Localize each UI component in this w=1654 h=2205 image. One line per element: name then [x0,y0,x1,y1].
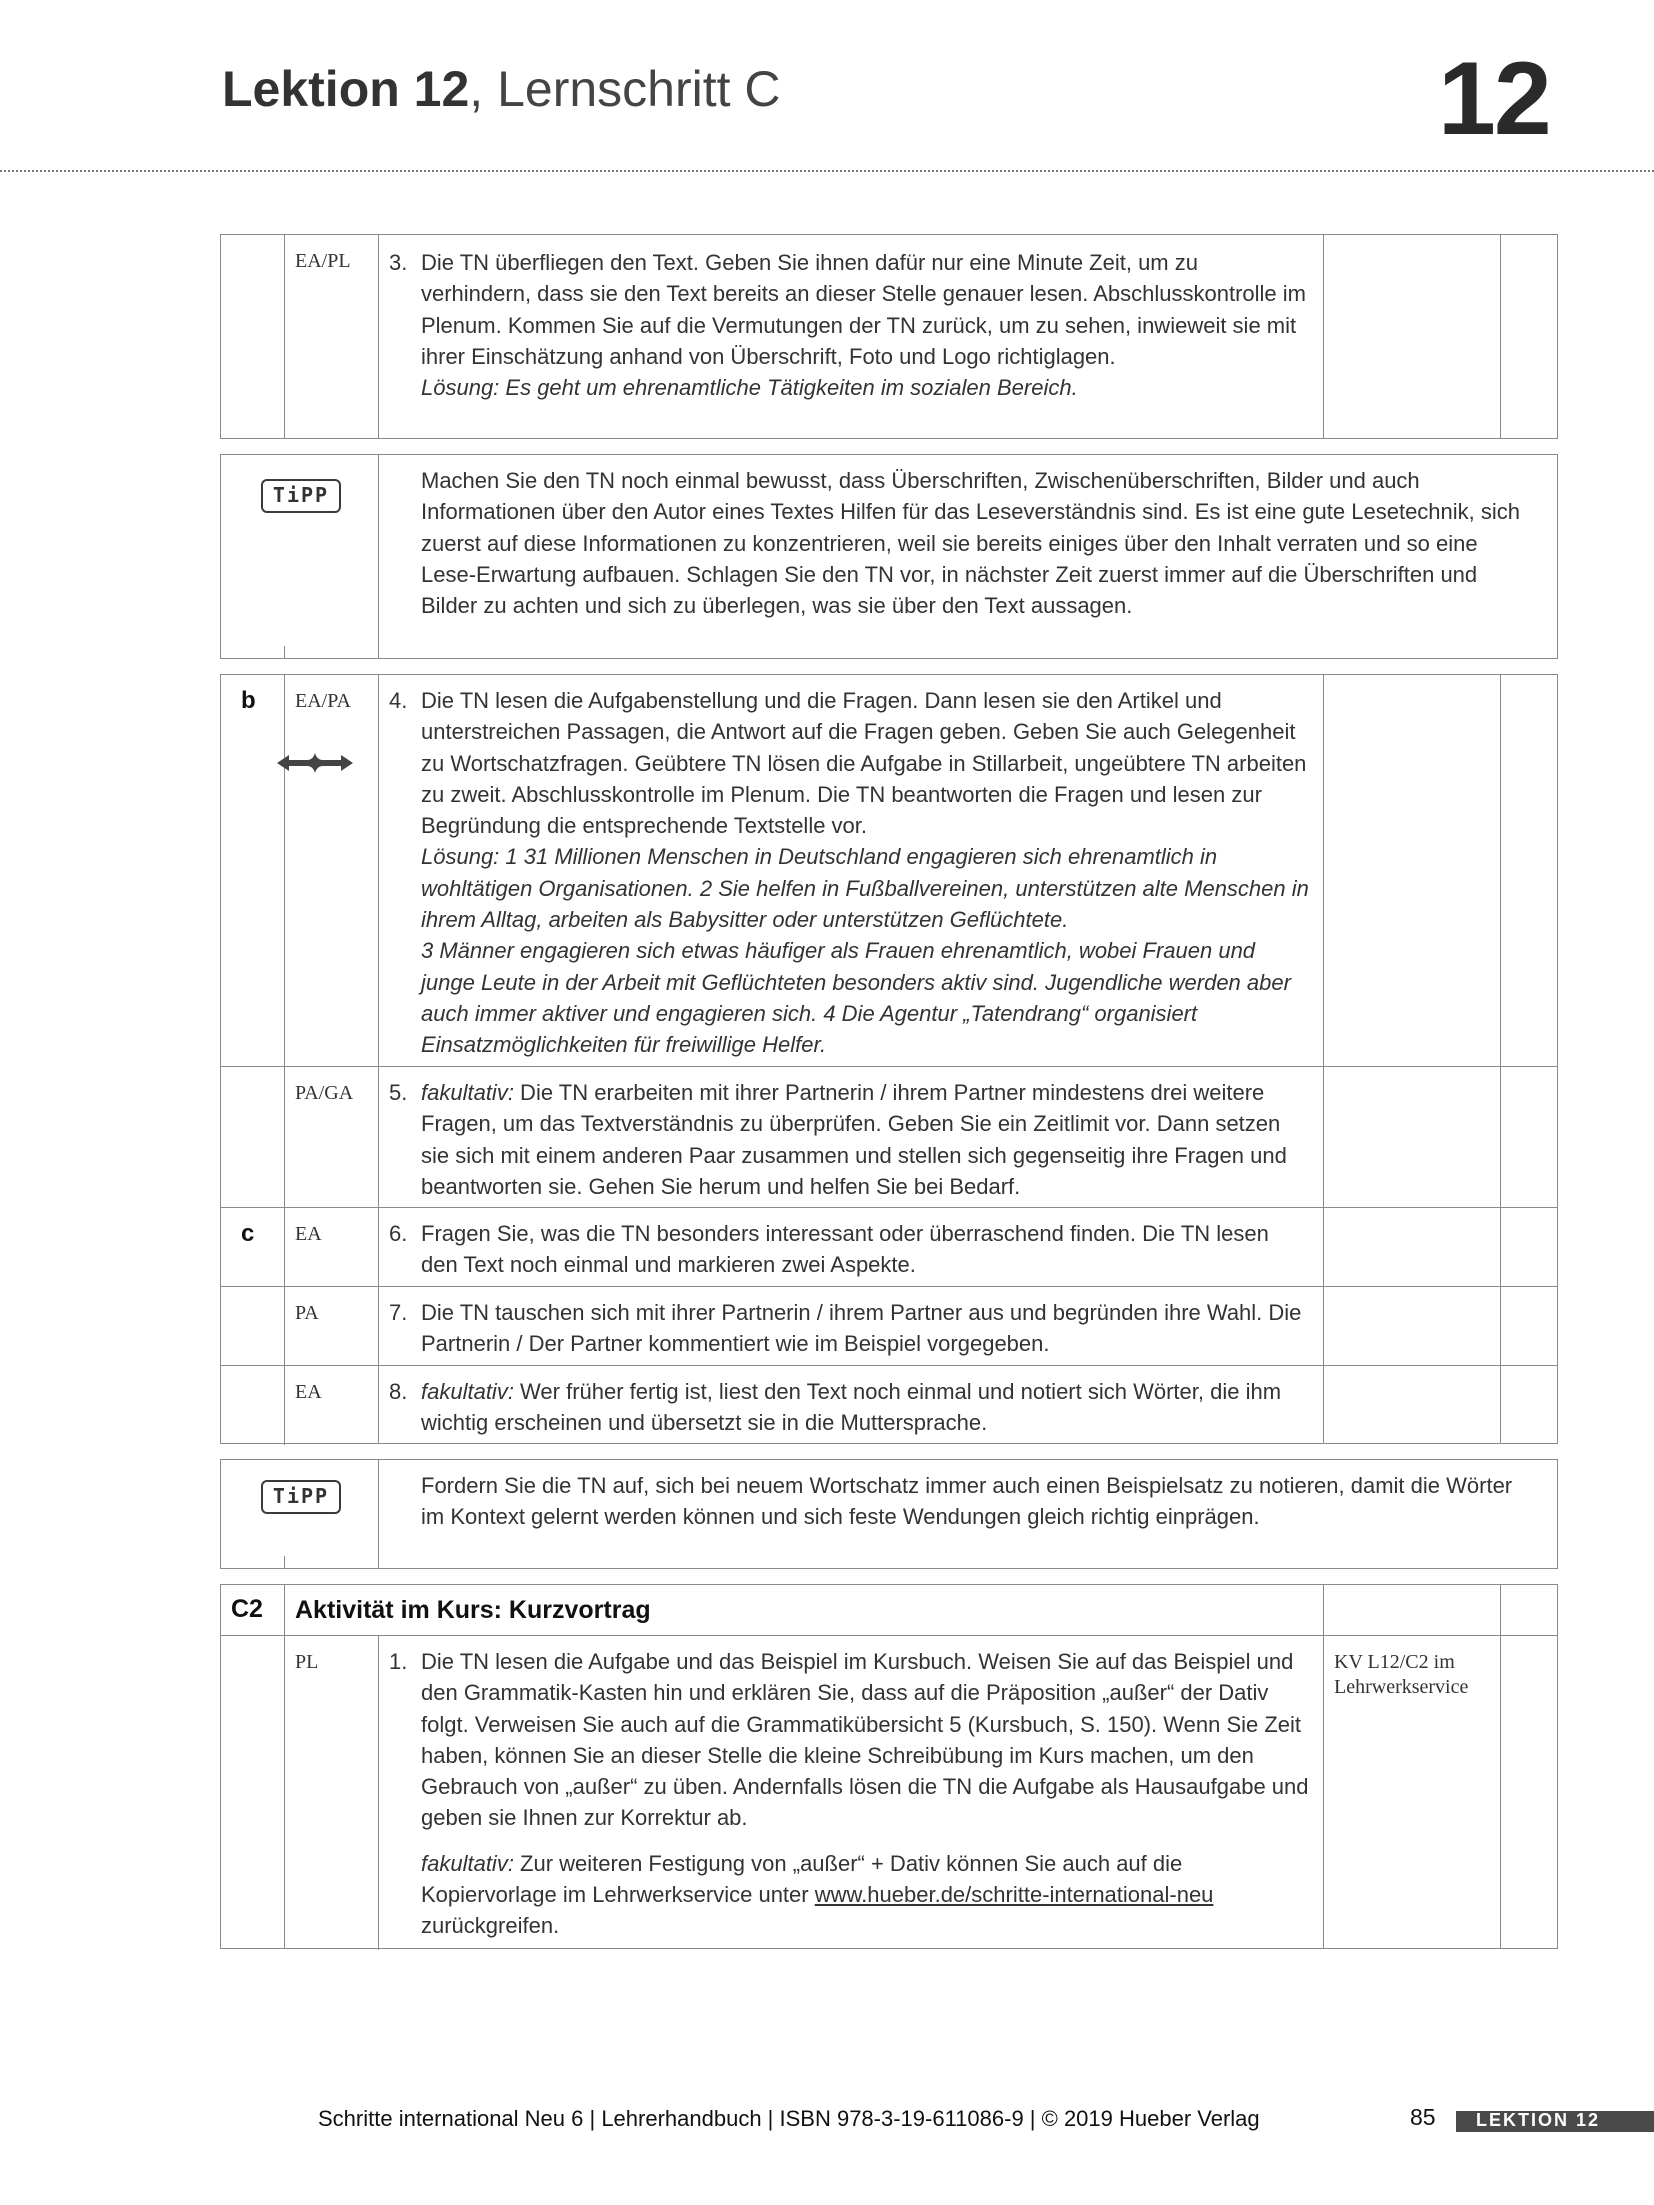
social-form: EA/PL [295,250,351,272]
page-title: Lektion 12, Lernschritt C [222,61,781,117]
table-row [221,1286,1557,1365]
step-number: 5. [389,1080,408,1105]
step-number: 1. [389,1649,408,1674]
step-number: 6. [389,1221,408,1246]
step-text: fakultativ: Die TN erarbeiten mit ihrer Partnerin / ihrem Partner mindestens drei weitere Fragen, um das Textverständnis zu überprüfen. Geben Sie ein Zeitlimit vor. Dann setzen sie sich mit einem anderen Paar zusammen und stellen sich gegenseitig ihre Fragen und beantworten sie. Gehen Sie herum und helfen Sie bei Bedarf. [421,1080,1287,1199]
table-row [221,1066,1557,1207]
solution-text: 3 Männer engagieren sich etwas häufiger als Frauen ehrenamtlich, wobei Frauen und junge Leute in der Arbeit mit Geflüchteten besonders aktiv sind. Jugendliche werden aber auch immer aktiver und engagieren sich. 4 Die Agentur „Tatendrang“ organisiert Einsatzmöglichkeiten für freiwillige Helfer. [421,938,1291,1058]
table-row [221,1365,1557,1445]
step-text: Die TN überfliegen den Text. Geben Sie ihnen dafür nur eine Minute Zeit, um zu verhindern, dass sie den Text bereits an dieser Stelle genauer lesen. Abschlusskontrolle im Plenum. Kommen Sie auf die Vermutungen der TN zurück, um zu sehen, inwieweit sie mit ihrer Einschätzung anhand von Überschrift, Foto und Logo richtiglagen. Lösung: Es geht um ehrenamtliche Tätigkeiten im sozialen Bereich. [421,250,1306,401]
social-form: EA [295,1223,322,1245]
footer-citation: Schritte international Neu 6 | Lehrerhandbuch | ISBN 978-3-19-611086-9 | © 2019 Hueber Verlag [318,2106,1260,2131]
exercise-letter: c [241,1220,255,1247]
step-number: 3. [389,250,408,275]
tipp-text: Fordern Sie die TN auf, sich bei neuem Wortschatz immer auch einen Beispielsatz zu notieren, damit die Wörter im Kontext gelernt werden können und sich feste Wendungen gleich richtig einprägen. [421,1473,1513,1530]
tipp-box-2 [220,1459,1558,1569]
tipp-text: Machen Sie den TN noch einmal bewusst, dass Überschriften, Zwischenüberschriften, Bilder und auch Informationen über den Autor eines Textes Hilfen für das Leseverständnis sind. Es ist eine gute Lesetechnik, sich zuerst auf diese Informationen zu konzentrieren, weil sie bereits einiges über den Inhalt verraten und so eine Lese-Erwartung aufbauen. Schlagen Sie den TN vor, in nächster Zeit zuerst immer auf die Überschriften und Bilder zu achten und sich zu überlegen, was sie über den Text aussagen. [421,468,1521,619]
page-number: 85 [1410,2104,1436,2130]
table-row [221,1635,1557,1950]
solution-text: Lösung: 1 31 Millionen Menschen in Deutschland engagieren sich ehrenamtlich in wohltätigen Organisationen. 2 Sie helfen in Fußballvereinen, unterstützen alte Menschen in ihrem Alltag, arbeiten als Babysitter oder unterstützen Geflüchtete. [421,844,1309,933]
material-note: KV L12/C2 im Lehrwerkservice [1334,1651,1469,1698]
social-form: PA/GA [295,1082,354,1104]
table-row [221,675,1557,1066]
step-text: Die TN lesen die Aufgabe und das Beispiel im Kursbuch. Weisen Sie auf das Beispiel und den Grammatik-Kasten hin und erklären Sie, dass auf die Präposition „außer“ der Dativ folgt. Verweisen Sie auch auf die Grammatikübersicht 5 (Kursbuch, S. 150). Wenn Sie Zeit haben, können Sie an dieser Stelle die kleine Schreibübung im Kurs machen, um den Gebrauch von „außer“ zu üben. Andernfalls lösen die TN die Aufgabe als Hausaufgabe und geben sie Ihnen zur Korrektur ab. fakultativ: Zur weiteren Festigung von „außer“ + Dativ können Sie auch auf die Kopiervorlage im Lehrwerkservice unter www.hueber.de/schritte-international-neu zurückgreifen. [421,1649,1309,1939]
step-text: Fragen Sie, was die TN besonders interessant oder überraschend finden. Die TN lesen den Text noch einmal und markieren zwei Aspekte. [421,1221,1269,1278]
tipp-icon: TiPP [261,1480,341,1514]
partner-arrows-icon [273,747,357,779]
step-text: fakultativ: Wer früher fertig ist, liest den Text noch einmal und notiert sich Wörter, die ihm wichtig erscheinen und übersetzt sie in die Muttersprache. [421,1379,1282,1436]
section-heading: Aktivität im Kurs: Kurzvortrag [295,1596,651,1624]
table-row [221,1207,1557,1286]
step-number: 7. [389,1300,408,1325]
lehrwerkservice-link[interactable]: www.hueber.de/schritte-international-neu [814,1882,1214,1908]
page-header [0,0,1654,172]
header-divider [0,170,1654,172]
footer-lesson-label: LEKTION 12 [1476,2110,1601,2130]
step-text: Die TN lesen die Aufgabenstellung und die Fragen. Dann lesen sie den Artikel und unterstreichen Passagen, die Antwort auf die Fragen geben. Geben Sie auch Gelegenheit zu Wortschatzfragen. Geübtere TN lösen die Aufgabe in Stillarbeit, ungeübtere TN arbeiten zu zweit. Abschlusskontrolle im Plenum. Die TN beantworten die Fragen und lesen zur Begründung die entsprechende Textstelle vor. Lösung: 1 31 Millionen Menschen in Deutschland engagieren sich ehrenamtlich in wohltätigen Organisationen. 2 Sie helfen in Fußballvereinen, unterstützen alte Menschen in ihrem Alltag, arbeiten als Babysitter oder unterstützen Geflüchtete. 3 Männer engagieren sich etwas häufiger als Frauen ehrenamtlich, wobei Frauen und junge Leute in der Arbeit mit Geflüchteten besonders aktiv sind. Jugendliche werden aber auch immer aktiver und engagieren sich. 4 Die Agentur „Tatendrang“ organisiert Einsatzmöglichkeiten für freiwillige Helfer. [421,688,1309,1058]
solution-text: Lösung: Es geht um ehrenamtliche Tätigkeiten im sozialen Bereich. [421,375,1078,401]
task-table-2 [220,674,1558,1444]
lesson-number: 12 [1438,41,1550,157]
section-code: C2 [231,1595,263,1623]
step-number: 8. [389,1379,408,1404]
social-form: PA [295,1302,319,1324]
section-header-row [221,1585,1557,1635]
tipp-icon: TiPP [261,479,341,513]
task-table-1 [220,234,1558,439]
tipp-box-1 [220,454,1558,659]
social-form: PL [295,1651,319,1673]
social-form: EA [295,1381,322,1403]
task-table-3 [220,1584,1558,1949]
step-number: 4. [389,688,408,713]
exercise-letter: b [241,687,256,714]
step-text: Die TN tauschen sich mit ihrer Partnerin / ihrem Partner aus und begründen ihre Wahl. Die Partnerin / Der Partner kommentiert wie im Beispiel vorgegeben. [421,1300,1302,1357]
social-form: EA/PA [295,690,351,712]
